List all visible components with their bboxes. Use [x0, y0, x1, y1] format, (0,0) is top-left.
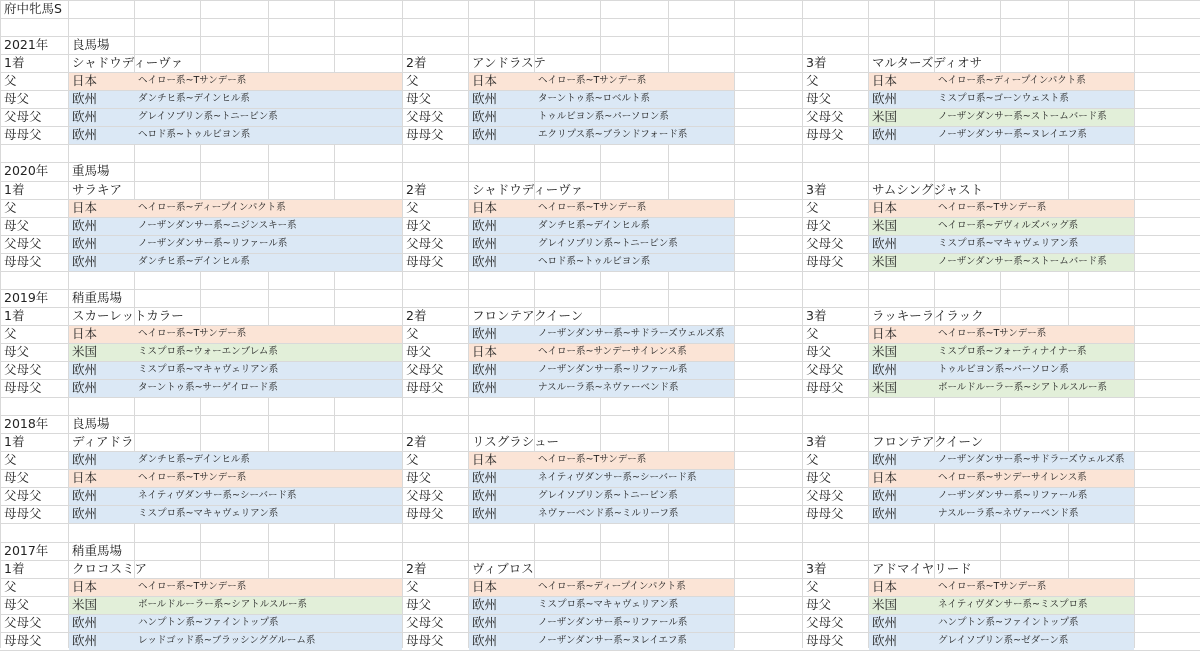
pedigree-relation: 母母父 — [4, 506, 42, 521]
pedigree-relation: 母母父 — [406, 127, 444, 142]
pedigree-relation: 母父 — [406, 91, 432, 106]
sire-region: 欧州 — [472, 488, 498, 503]
year-label: 2019年 — [4, 290, 49, 305]
sire-line: ノーザンダンサー系~サドラーズウェルズ系 — [938, 454, 1125, 465]
grid-row-line — [0, 523, 1200, 524]
sire-line: ボールドルーラー系~シアトルスルー系 — [938, 382, 1107, 393]
pedigree-relation: 母父 — [406, 218, 432, 233]
place-label: 1着 — [4, 308, 25, 323]
pedigree-relation: 母父 — [4, 470, 30, 485]
sire-line: ミスプロ系~マキャヴェリアン系 — [138, 508, 279, 519]
sire-region: 欧州 — [872, 452, 898, 467]
sire-region: 欧州 — [72, 615, 98, 630]
sire-region: 欧州 — [72, 633, 98, 648]
sire-region: 日本 — [872, 579, 898, 594]
horse-name: アドマイヤリード — [872, 561, 972, 576]
sire-line: ネイティヴダンサー系~ミスプロ系 — [938, 599, 1088, 610]
sire-region: 欧州 — [472, 362, 498, 377]
sire-region: 欧州 — [472, 109, 498, 124]
place-label: 1着 — [4, 434, 25, 449]
sire-region: 欧州 — [72, 452, 98, 467]
sire-line: ネイティヴダンサー系~シーバード系 — [138, 490, 297, 501]
sire-line: ノーザンダンサー系~リファール系 — [138, 238, 288, 249]
sire-line: ヘイロー系~Tサンデー系 — [938, 328, 1047, 339]
sire-line: ミスプロ系~ゴーンウェスト系 — [938, 93, 1069, 104]
grid-column-line — [734, 0, 735, 648]
pedigree-relation: 父 — [4, 73, 17, 88]
pedigree-relation: 母母父 — [406, 506, 444, 521]
sire-region: 米国 — [72, 344, 98, 359]
grid-column-line — [802, 0, 803, 648]
pedigree-relation: 母父 — [406, 597, 432, 612]
track-condition: 稍重馬場 — [72, 543, 123, 558]
track-condition: 重馬場 — [72, 163, 110, 178]
sire-region: 欧州 — [472, 127, 498, 142]
pedigree-relation: 父 — [806, 452, 819, 467]
sire-line: ヘイロー系~Tサンデー系 — [938, 202, 1047, 213]
pedigree-relation: 母母父 — [806, 380, 844, 395]
place-label: 3着 — [806, 561, 827, 576]
sire-region: 欧州 — [472, 615, 498, 630]
pedigree-relation: 父母父 — [4, 615, 42, 630]
sire-line: ノーザンダンサー系~ストームバード系 — [938, 111, 1107, 122]
pedigree-relation: 母父 — [4, 91, 30, 106]
sire-region: 米国 — [872, 109, 898, 124]
sire-line: ヘイロー系~Tサンデー系 — [538, 202, 647, 213]
sire-line: ネヴァーベンド系~ミルリーフ系 — [538, 508, 679, 519]
sire-region: 欧州 — [472, 380, 498, 395]
pedigree-relation: 母父 — [4, 344, 30, 359]
horse-name: リスグラシュー — [472, 434, 560, 449]
horse-name: スカーレットカラー — [72, 308, 184, 323]
sire-region: 欧州 — [872, 362, 898, 377]
sire-line: ダンチヒ系~デインヒル系 — [138, 454, 250, 465]
sire-line: ノーザンダンサー系~サドラーズウェルズ系 — [538, 328, 725, 339]
sire-region: 欧州 — [472, 326, 498, 341]
grid-row-line — [0, 36, 1200, 37]
sire-line: レッドゴッド系~ブラッシンググルーム系 — [138, 635, 316, 646]
pedigree-relation: 母母父 — [406, 380, 444, 395]
sire-region: 欧州 — [472, 506, 498, 521]
pedigree-relation: 父 — [4, 579, 17, 594]
grid-column-line — [0, 0, 1, 648]
pedigree-relation: 母母父 — [406, 633, 444, 648]
horse-name: クロコスミア — [72, 561, 148, 576]
sire-region: 欧州 — [872, 506, 898, 521]
pedigree-relation: 父母父 — [4, 362, 42, 377]
pedigree-relation: 母父 — [406, 344, 432, 359]
sire-line: ノーザンダンサー系~リファール系 — [538, 617, 688, 628]
pedigree-relation: 母父 — [806, 597, 832, 612]
year-label: 2018年 — [4, 416, 49, 431]
sire-line: ヘイロー系~デヴィルズバッグ系 — [938, 220, 1079, 231]
pedigree-relation: 母母父 — [4, 380, 42, 395]
place-label: 3着 — [806, 182, 827, 197]
grid-column-line — [1134, 0, 1135, 648]
horse-name: ヴィブロス — [472, 561, 534, 576]
sire-region: 欧州 — [472, 633, 498, 648]
sire-line: ミスプロ系~マキャヴェリアン系 — [538, 599, 679, 610]
sire-line: グレイソブリン系~ゼダーン系 — [938, 635, 1069, 646]
pedigree-relation: 父 — [806, 73, 819, 88]
place-label: 3着 — [806, 55, 827, 70]
pedigree-relation: 父母父 — [806, 362, 844, 377]
pedigree-relation: 父母父 — [406, 488, 444, 503]
place-label: 3着 — [806, 308, 827, 323]
sire-region: 日本 — [72, 470, 98, 485]
sire-line: ヘイロー系~ディープインパクト系 — [938, 75, 1086, 86]
sire-line: ネイティヴダンサー系~シーバード系 — [538, 472, 697, 483]
sire-region: 欧州 — [872, 633, 898, 648]
sire-region: 日本 — [472, 344, 498, 359]
sire-line: ハンプトン系~ファイントップ系 — [938, 617, 1079, 628]
pedigree-relation: 母母父 — [4, 633, 42, 648]
sire-line: トゥルビヨン系~パーソロン系 — [538, 111, 669, 122]
pedigree-relation: 母母父 — [806, 127, 844, 142]
sire-line: ダンチヒ系~デインヒル系 — [538, 220, 650, 231]
horse-name: フロンテアクイーン — [872, 434, 984, 449]
sire-line: ナスルーラ系~ネヴァーベンド系 — [538, 382, 679, 393]
sire-region: 米国 — [872, 254, 898, 269]
pedigree-relation: 父母父 — [806, 109, 844, 124]
sire-region: 欧州 — [72, 488, 98, 503]
pedigree-relation: 母父 — [406, 470, 432, 485]
grid-row-line — [0, 18, 1200, 19]
horse-name: ラッキーライラック — [872, 308, 984, 323]
sire-line: ヘイロー系~Tサンデー系 — [138, 472, 247, 483]
sire-region: 日本 — [72, 73, 98, 88]
place-label: 2着 — [406, 308, 427, 323]
sire-region: 欧州 — [72, 127, 98, 142]
horse-name: ディアドラ — [72, 434, 134, 449]
pedigree-relation: 父 — [406, 452, 419, 467]
pedigree-relation: 母母父 — [806, 254, 844, 269]
pedigree-relation: 父 — [4, 326, 17, 341]
sire-region: 米国 — [872, 380, 898, 395]
sire-region: 欧州 — [872, 127, 898, 142]
sire-region: 日本 — [872, 73, 898, 88]
sire-region: 欧州 — [472, 91, 498, 106]
sire-region: 欧州 — [72, 506, 98, 521]
sire-region: 欧州 — [72, 109, 98, 124]
grid-row-line — [0, 181, 1200, 182]
sire-region: 欧州 — [472, 236, 498, 251]
pedigree-relation: 母母父 — [4, 254, 42, 269]
year-label: 2017年 — [4, 543, 49, 558]
pedigree-relation: 母母父 — [806, 506, 844, 521]
sire-region: 欧州 — [72, 236, 98, 251]
grid-column-line — [402, 0, 403, 648]
place-label: 1着 — [4, 561, 25, 576]
pedigree-relation: 母母父 — [4, 127, 42, 142]
track-condition: 良馬場 — [72, 416, 110, 431]
place-label: 1着 — [4, 182, 25, 197]
sire-line: ヘイロー系~ディープインパクト系 — [538, 581, 686, 592]
sire-line: エクリプス系~ブランドフォード系 — [538, 129, 688, 140]
grid-row-line — [0, 144, 1200, 145]
pedigree-relation: 母父 — [806, 218, 832, 233]
sire-region: 米国 — [872, 597, 898, 612]
sire-line: ヘイロー系~Tサンデー系 — [538, 75, 647, 86]
pedigree-relation: 父母父 — [806, 488, 844, 503]
sire-region: 米国 — [872, 218, 898, 233]
sire-line: ヘイロー系~サンデーサイレンス系 — [938, 472, 1087, 483]
sire-line: ヘイロー系~Tサンデー系 — [938, 581, 1047, 592]
horse-name: サラキア — [72, 182, 123, 197]
sire-region: 日本 — [872, 326, 898, 341]
sire-line: ターントゥ系~サーゲイロード系 — [138, 382, 278, 393]
horse-name: フロンテアクイーン — [472, 308, 584, 323]
place-label: 2着 — [406, 434, 427, 449]
sire-region: 欧州 — [472, 470, 498, 485]
pedigree-relation: 父母父 — [806, 615, 844, 630]
pedigree-relation: 母父 — [4, 218, 30, 233]
year-label: 2020年 — [4, 163, 49, 178]
sire-region: 日本 — [472, 73, 498, 88]
sire-region: 日本 — [472, 452, 498, 467]
sire-line: ナスルーラ系~ネヴァーベンド系 — [938, 508, 1079, 519]
sire-line: ダンチヒ系~デインヒル系 — [138, 256, 250, 267]
sire-line: ノーザンダンサー系~ニジンスキー系 — [138, 220, 297, 231]
grid-row-line — [0, 0, 1200, 1]
sire-region: 欧州 — [72, 380, 98, 395]
sire-line: ノーザンダンサー系~リファール系 — [938, 490, 1088, 501]
pedigree-relation: 父 — [4, 452, 17, 467]
sire-line: ノーザンダンサー系~ヌレイエフ系 — [938, 129, 1087, 140]
sire-line: グレイソブリン系~トニービン系 — [138, 111, 278, 122]
sire-line: ヘイロー系~ディープインパクト系 — [138, 202, 286, 213]
sire-region: 日本 — [72, 579, 98, 594]
sire-region: 欧州 — [72, 254, 98, 269]
sire-region: 欧州 — [472, 254, 498, 269]
horse-name: マルターズディオサ — [872, 55, 983, 70]
sire-line: グレイソブリン系~トニービン系 — [538, 238, 678, 249]
sire-region: 日本 — [872, 200, 898, 215]
sire-region: 日本 — [72, 200, 98, 215]
pedigree-relation: 父母父 — [806, 236, 844, 251]
sire-line: ミスプロ系~マキャヴェリアン系 — [938, 238, 1079, 249]
sire-line: ボールドルーラー系~シアトルスルー系 — [138, 599, 307, 610]
pedigree-relation: 父母父 — [4, 236, 42, 251]
horse-name: シャドウディーヴァ — [472, 182, 584, 197]
grid-row-line — [0, 433, 1200, 434]
pedigree-relation: 父 — [406, 326, 419, 341]
grid-row-line — [0, 560, 1200, 561]
pedigree-relation: 父母父 — [406, 615, 444, 630]
sire-region: 日本 — [472, 579, 498, 594]
pedigree-relation: 母父 — [806, 91, 832, 106]
pedigree-relation: 父 — [406, 73, 419, 88]
pedigree-relation: 父 — [406, 200, 419, 215]
horse-name: アンドラステ — [472, 55, 546, 70]
sire-line: ダンチヒ系~デインヒル系 — [138, 93, 250, 104]
sire-region: 欧州 — [72, 362, 98, 377]
sire-line: ヘロド系~トゥルビヨン系 — [138, 129, 251, 140]
pedigree-relation: 父 — [406, 579, 419, 594]
pedigree-relation: 母父 — [806, 470, 832, 485]
place-label: 2着 — [406, 561, 427, 576]
pedigree-relation: 父母父 — [406, 109, 444, 124]
pedigree-relation: 母母父 — [406, 254, 444, 269]
sire-line: ミスプロ系~マキャヴェリアン系 — [138, 364, 279, 375]
sire-region: 日本 — [872, 470, 898, 485]
grid-row-line — [0, 397, 1200, 398]
sire-line: ミスプロ系~ウォーエンブレム系 — [138, 346, 278, 357]
sire-region: 欧州 — [872, 91, 898, 106]
horse-name: シャドウディーヴァ — [72, 55, 184, 70]
sire-line: トゥルビヨン系~パーソロン系 — [938, 364, 1069, 375]
sire-line: ノーザンダンサー系~ヌレイエフ系 — [538, 635, 687, 646]
sire-region: 欧州 — [472, 597, 498, 612]
sire-region: 米国 — [872, 344, 898, 359]
sire-line: グレイソブリン系~トニービン系 — [538, 490, 678, 501]
grid-row-line — [0, 162, 1200, 163]
pedigree-relation: 父母父 — [406, 362, 444, 377]
grid-row-line — [0, 542, 1200, 543]
sheet-title: 府中牝馬S — [4, 1, 62, 16]
grid-row-line — [0, 415, 1200, 416]
sire-region: 欧州 — [872, 488, 898, 503]
place-label: 2着 — [406, 55, 427, 70]
sire-line: ヘイロー系~Tサンデー系 — [138, 581, 247, 592]
pedigree-relation: 父母父 — [406, 236, 444, 251]
sire-line: ヘロド系~トゥルビヨン系 — [538, 256, 651, 267]
sire-region: 欧州 — [472, 218, 498, 233]
pedigree-relation: 母父 — [806, 344, 832, 359]
track-condition: 良馬場 — [72, 37, 110, 52]
pedigree-relation: 母父 — [4, 597, 30, 612]
sire-line: ヘイロー系~Tサンデー系 — [138, 75, 247, 86]
pedigree-relation: 父 — [806, 326, 819, 341]
sire-line: ハンプトン系~ファイントップ系 — [138, 617, 279, 628]
pedigree-relation: 母母父 — [806, 633, 844, 648]
sire-region: 欧州 — [872, 236, 898, 251]
pedigree-relation: 父 — [4, 200, 17, 215]
track-condition: 稍重馬場 — [72, 290, 123, 305]
place-label: 2着 — [406, 182, 427, 197]
sire-region: 日本 — [472, 200, 498, 215]
sire-line: ノーザンダンサー系~リファール系 — [538, 364, 688, 375]
sire-line: ヘイロー系~Tサンデー系 — [538, 454, 647, 465]
pedigree-relation: 父 — [806, 200, 819, 215]
year-label: 2021年 — [4, 37, 49, 52]
grid-row-line — [0, 271, 1200, 272]
sire-line: ヘイロー系~サンデーサイレンス系 — [538, 346, 687, 357]
sire-region: 欧州 — [72, 218, 98, 233]
sire-line: ミスプロ系~フォーティナイナー系 — [938, 346, 1087, 357]
place-label: 3着 — [806, 434, 827, 449]
pedigree-relation: 父 — [806, 579, 819, 594]
place-label: 1着 — [4, 55, 25, 70]
sire-line: ノーザンダンサー系~ストームバード系 — [938, 256, 1107, 267]
sire-region: 日本 — [72, 326, 98, 341]
sire-line: ヘイロー系~Tサンデー系 — [138, 328, 247, 339]
pedigree-relation: 父母父 — [4, 488, 42, 503]
sire-region: 米国 — [72, 597, 98, 612]
grid-row-line — [0, 289, 1200, 290]
sire-region: 欧州 — [72, 91, 98, 106]
sire-line: ターントゥ系~ロベルト系 — [538, 93, 651, 104]
pedigree-relation: 父母父 — [4, 109, 42, 124]
horse-name: サムシングジャスト — [872, 182, 984, 197]
sire-region: 欧州 — [872, 615, 898, 630]
